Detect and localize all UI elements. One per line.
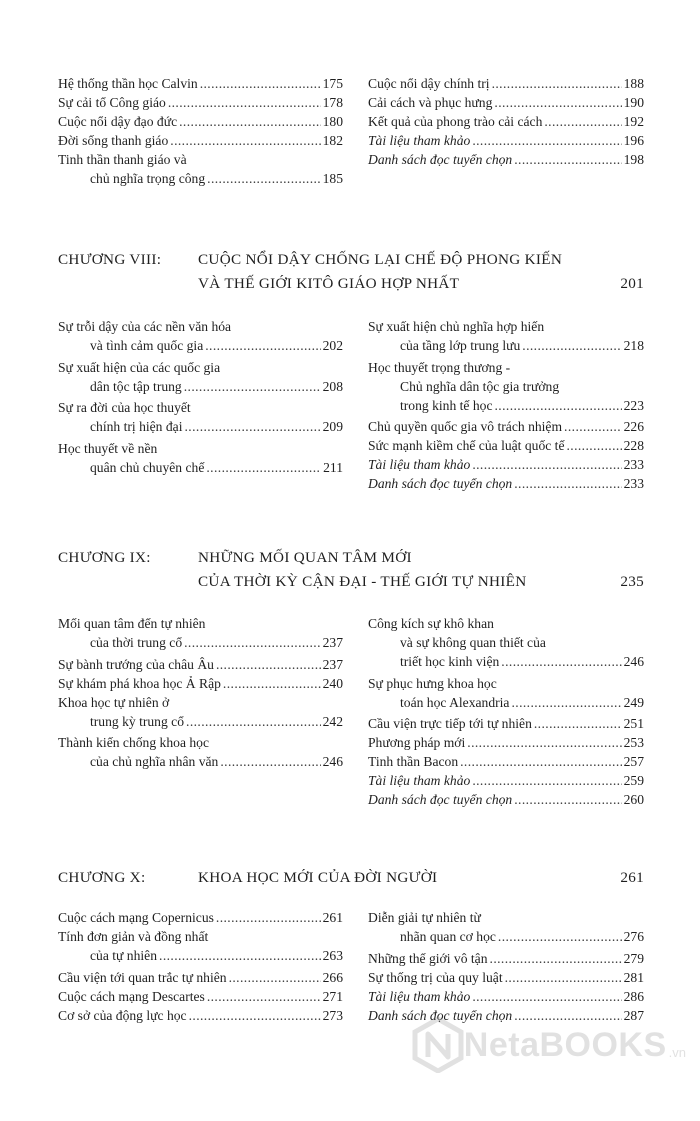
dot-leader bbox=[472, 455, 621, 474]
dot-leader bbox=[494, 93, 621, 112]
toc-entry-page: 276 bbox=[623, 929, 644, 944]
toc-entry-title: của chủ nghĩa nhân văn bbox=[90, 754, 219, 769]
toc-entry bbox=[58, 150, 343, 188]
toc-entry-title: Tài liệu tham khảo bbox=[368, 988, 471, 1004]
toc-entry-title: quân chủ chuyên chế bbox=[90, 459, 205, 475]
toc-entry-title: của tự nhiên bbox=[90, 948, 158, 963]
chapter-title bbox=[198, 866, 437, 890]
chapter-title-line: KHOA HỌC MỚI CỦA ĐỜI NGƯỜI bbox=[198, 869, 438, 886]
dot-leader bbox=[566, 436, 621, 455]
toc-entry-title: Cuộc cách mạng Copernicus bbox=[58, 910, 214, 925]
chapter-title-line: NHỮNG MỐI QUAN TÂM MỚI bbox=[198, 549, 412, 566]
toc-entry-title: Sự xuất hiện của các quốc gia bbox=[58, 359, 221, 375]
toc-entry-title: Thành kiến chống khoa học bbox=[58, 735, 209, 750]
toc-entry-title: Sự trỗi dậy của các nền văn hóa bbox=[58, 319, 232, 334]
watermark bbox=[412, 1017, 686, 1073]
chapter-label: CHƯƠNG VIII: bbox=[58, 251, 162, 268]
toc-entry-title: trong kinh tế học bbox=[400, 397, 493, 413]
toc-entry-line bbox=[58, 908, 343, 927]
toc-entry bbox=[58, 733, 343, 771]
dot-leader bbox=[207, 169, 320, 188]
toc-entry-line bbox=[368, 949, 644, 968]
chapter-heading-ix bbox=[58, 546, 644, 594]
toc-entry-title: và sự không quan thiết của bbox=[400, 635, 546, 650]
toc-entry-page: 198 bbox=[623, 152, 644, 167]
toc-entry-title: của thời trung cổ bbox=[90, 635, 183, 650]
toc-entry-page: 287 bbox=[623, 1007, 644, 1023]
toc-entry bbox=[58, 927, 343, 965]
toc-entry-title: Cuộc nổi dậy chính trị bbox=[368, 76, 490, 91]
toc-entry bbox=[368, 968, 644, 987]
toc-entry-title: Cầu viện tới quan trắc tự nhiên bbox=[58, 969, 227, 985]
toc-entry-line bbox=[368, 614, 644, 633]
toc-entry-title: và tình cảm quốc gia bbox=[90, 338, 204, 353]
toc-entry-title: Kết quả của phong trào cải cách bbox=[368, 114, 543, 129]
toc-entry bbox=[58, 693, 343, 731]
toc-entry-title: triết học kinh viện bbox=[400, 654, 500, 669]
dot-leader bbox=[460, 752, 621, 771]
dot-leader bbox=[498, 927, 622, 946]
toc-entry-title: Tài liệu tham khảo bbox=[368, 773, 471, 788]
toc-entry-line bbox=[58, 417, 343, 436]
toc-entry-line bbox=[58, 398, 343, 417]
toc-entry-line bbox=[368, 455, 644, 474]
toc-entry-page: 253 bbox=[623, 735, 644, 750]
dot-leader bbox=[522, 336, 621, 355]
toc-entry-page: 279 bbox=[623, 950, 644, 966]
toc-entry-line bbox=[368, 652, 644, 671]
toc-entry bbox=[368, 908, 644, 946]
toc-entry-line bbox=[368, 112, 644, 131]
toc-entry bbox=[58, 1006, 343, 1025]
toc-entry-page: 178 bbox=[322, 95, 343, 110]
chapter-page-number: 261 bbox=[620, 869, 644, 886]
toc-entry-title: Tinh thần Bacon bbox=[368, 754, 459, 769]
toc-entry-title: Danh sách đọc tuyển chọn bbox=[368, 152, 513, 167]
toc-entry-page: 228 bbox=[623, 438, 644, 453]
toc-entry-title: Danh sách đọc tuyển chọn bbox=[368, 1007, 513, 1023]
toc-entry-line bbox=[368, 987, 644, 1006]
toc-entry-line bbox=[368, 771, 644, 790]
dot-leader bbox=[544, 112, 621, 131]
toc-entry-line bbox=[368, 752, 644, 771]
dot-leader bbox=[534, 714, 622, 733]
dot-leader bbox=[564, 417, 622, 436]
toc-entry-line bbox=[58, 655, 343, 674]
toc-entry bbox=[58, 74, 343, 93]
dot-leader bbox=[159, 946, 321, 965]
toc-entry-page: 180 bbox=[322, 114, 343, 129]
toc-entry-title: chính trị hiện đại bbox=[90, 419, 183, 434]
dot-leader bbox=[511, 693, 621, 712]
toc-column-right bbox=[368, 317, 644, 493]
toc-entry-title: Sự ra đời của học thuyết bbox=[58, 400, 191, 415]
toc-entry-page: 209 bbox=[322, 419, 343, 434]
toc-entry-title: toán học Alexandria bbox=[400, 694, 510, 710]
toc-entry bbox=[368, 987, 644, 1006]
toc-entry-title: trung kỳ trung cổ bbox=[90, 713, 185, 729]
watermark-suffix: .vn bbox=[668, 1044, 686, 1060]
toc-entry-page: 257 bbox=[623, 754, 644, 769]
dot-leader bbox=[200, 74, 321, 93]
toc-entry-line bbox=[58, 169, 343, 188]
toc-column-left bbox=[58, 317, 343, 493]
toc-entry-title: Sự phục hưng khoa học bbox=[368, 675, 497, 691]
toc-entry-title: Khoa học tự nhiên ở bbox=[58, 694, 170, 710]
chapter-title-line: CỦA THỜI KỲ CẬN ĐẠI - THẾ GIỚI TỰ NHIÊN bbox=[198, 573, 527, 590]
toc-entry bbox=[368, 317, 644, 355]
toc-entry-title: Học thuyết trọng thương - bbox=[368, 359, 511, 375]
toc-entry bbox=[58, 439, 343, 477]
dot-leader bbox=[514, 474, 621, 493]
dot-leader bbox=[207, 987, 321, 1006]
toc-entry-line bbox=[368, 336, 644, 355]
toc-entry-page: 259 bbox=[623, 773, 644, 788]
toc-entry bbox=[58, 614, 343, 652]
toc-entry bbox=[368, 131, 644, 150]
dot-leader bbox=[205, 336, 320, 355]
toc-entry bbox=[58, 987, 343, 1006]
toc-entry-title: Mối quan tâm đến tự nhiên bbox=[58, 616, 206, 631]
toc-entry-line bbox=[58, 317, 343, 336]
dot-leader bbox=[179, 112, 320, 131]
toc-entry-line bbox=[58, 633, 343, 652]
toc-entry-page: 211 bbox=[323, 459, 343, 475]
toc-entry-line bbox=[58, 987, 343, 1006]
dot-leader bbox=[505, 968, 622, 987]
toc-entry-title: Cuộc nổi dậy đạo đức bbox=[58, 114, 178, 129]
toc-entry bbox=[58, 968, 343, 987]
toc-entry-line bbox=[58, 377, 343, 396]
toc-entry-title: Cơ sở của động lực học bbox=[58, 1007, 187, 1023]
toc-entry-title: Sự xuất hiện chủ nghĩa hợp hiến bbox=[368, 319, 545, 334]
dot-leader bbox=[220, 752, 320, 771]
toc-entry-page: 190 bbox=[623, 95, 644, 110]
toc-entry bbox=[58, 317, 343, 355]
toc-section-chapter-viii bbox=[58, 317, 644, 493]
toc-entry-page: 240 bbox=[322, 675, 343, 691]
toc-entry-page: 263 bbox=[322, 948, 343, 963]
toc-entry-page: 223 bbox=[623, 397, 644, 413]
toc-entry-page: 286 bbox=[623, 988, 644, 1004]
toc-entry-line bbox=[58, 74, 343, 93]
toc-entry-title: Sự cải tổ Công giáo bbox=[58, 95, 166, 110]
toc-entry-title: Những thế giới vô tận bbox=[368, 950, 488, 966]
toc-entry-page: 260 bbox=[623, 792, 644, 807]
toc-entry-line bbox=[368, 417, 644, 436]
dot-leader bbox=[514, 150, 621, 169]
toc-entry-line bbox=[58, 336, 343, 355]
toc-entry-title: Diễn giải tự nhiên từ bbox=[368, 910, 481, 925]
dot-leader bbox=[490, 949, 622, 968]
dot-leader bbox=[467, 733, 621, 752]
toc-entry-line bbox=[368, 74, 644, 93]
toc-entry bbox=[368, 436, 644, 455]
toc-entry-page: 182 bbox=[322, 133, 343, 148]
toc-entry-page: 202 bbox=[322, 338, 343, 353]
toc-entry-line bbox=[58, 1006, 343, 1025]
toc-entry bbox=[58, 112, 343, 131]
toc-entry-line bbox=[368, 131, 644, 150]
toc-entry-title: chủ nghĩa trọng công bbox=[90, 171, 206, 186]
dot-leader bbox=[501, 652, 621, 671]
toc-entry-title: Danh sách đọc tuyển chọn bbox=[368, 476, 513, 491]
toc-entry-line bbox=[368, 908, 644, 927]
toc-entry-line bbox=[58, 674, 343, 693]
dot-leader bbox=[514, 790, 621, 809]
dot-leader bbox=[492, 74, 622, 93]
dot-leader bbox=[495, 396, 622, 415]
toc-entry-line bbox=[368, 633, 644, 652]
toc-entry-page: 185 bbox=[322, 171, 343, 186]
toc-entry-page: 237 bbox=[322, 635, 343, 650]
toc-entry bbox=[368, 474, 644, 493]
toc-entry-line bbox=[368, 714, 644, 733]
toc-entry-line bbox=[58, 614, 343, 633]
dot-leader bbox=[189, 1006, 321, 1025]
toc-entry bbox=[368, 358, 644, 415]
chapter-page-number: 201 bbox=[620, 275, 644, 292]
toc-entry bbox=[58, 93, 343, 112]
toc-entry-line bbox=[58, 439, 343, 458]
toc-entry-line bbox=[58, 458, 343, 477]
toc-entry-title: Sự bành trướng của châu Âu bbox=[58, 656, 214, 672]
toc-entry-line bbox=[58, 927, 343, 946]
dot-leader bbox=[229, 968, 321, 987]
toc-entry bbox=[58, 655, 343, 674]
toc-entry-line bbox=[368, 968, 644, 987]
toc-entry-title: Cải cách và phục hưng bbox=[368, 95, 493, 110]
toc-section-chapter-x bbox=[58, 908, 644, 1025]
toc-entry-line bbox=[368, 927, 644, 946]
toc-entry bbox=[58, 398, 343, 436]
toc-entry-title: Sự thống trị của quy luật bbox=[368, 969, 503, 985]
watermark-brand: NetaBOOKS bbox=[463, 1025, 667, 1064]
toc-entry-line bbox=[368, 474, 644, 493]
toc-column-left bbox=[58, 74, 343, 191]
toc-entry-line bbox=[58, 150, 343, 169]
toc-entry-page: 249 bbox=[623, 694, 644, 710]
toc-entry bbox=[368, 455, 644, 474]
toc-entry bbox=[368, 417, 644, 436]
toc-entry-title: Phương pháp mới bbox=[368, 735, 466, 750]
toc-section-continued bbox=[58, 74, 644, 191]
chapter-label: CHƯƠNG X: bbox=[58, 869, 146, 886]
toc-entry-title: Tài liệu tham khảo bbox=[368, 133, 471, 148]
toc-entry-page: 208 bbox=[322, 378, 343, 394]
toc-entry-line bbox=[58, 693, 343, 712]
toc-entry bbox=[58, 358, 343, 396]
toc-section-chapter-ix bbox=[58, 614, 644, 809]
toc-entry-line bbox=[58, 752, 343, 771]
chapter-heading-viii bbox=[58, 248, 644, 296]
toc-entry-page: 261 bbox=[322, 910, 343, 925]
toc-entry-line bbox=[58, 968, 343, 987]
toc-entry bbox=[368, 714, 644, 733]
toc-entry-page: 233 bbox=[623, 476, 644, 491]
toc-entry bbox=[368, 790, 644, 809]
toc-entry bbox=[368, 771, 644, 790]
toc-entry-page: 246 bbox=[623, 654, 644, 669]
toc-entry bbox=[368, 752, 644, 771]
toc-entry bbox=[368, 949, 644, 968]
toc-column-right bbox=[368, 74, 644, 191]
toc-entry-page: 266 bbox=[322, 969, 343, 985]
chapter-page-number: 235 bbox=[620, 573, 644, 590]
toc-entry-page: 218 bbox=[623, 338, 644, 353]
toc-entry-page: 237 bbox=[322, 656, 343, 672]
netabooks-logo-icon bbox=[412, 1017, 464, 1073]
dot-leader bbox=[472, 987, 621, 1006]
dot-leader bbox=[168, 93, 321, 112]
toc-entry-line bbox=[58, 93, 343, 112]
toc-entry-page: 233 bbox=[623, 457, 644, 472]
toc-entry-line bbox=[58, 131, 343, 150]
toc-entry-line bbox=[368, 733, 644, 752]
toc-entry-line bbox=[368, 93, 644, 112]
toc-entry-title: Hệ thống thần học Calvin bbox=[58, 76, 198, 91]
dot-leader bbox=[184, 377, 321, 396]
toc-entry bbox=[58, 131, 343, 150]
toc-entry bbox=[368, 112, 644, 131]
toc-entry-page: 242 bbox=[322, 713, 343, 729]
toc-entry bbox=[58, 674, 343, 693]
toc-entry bbox=[368, 674, 644, 712]
toc-entry-page: 271 bbox=[322, 988, 343, 1004]
toc-entry-page: 188 bbox=[623, 76, 644, 91]
toc-entry-page: 226 bbox=[623, 419, 644, 434]
toc-entry-page: 192 bbox=[623, 114, 644, 129]
toc-entry-line bbox=[58, 358, 343, 377]
toc-column-right bbox=[368, 614, 644, 809]
toc-entry-line bbox=[368, 317, 644, 336]
toc-entry-page: 281 bbox=[623, 969, 644, 985]
dot-leader bbox=[472, 131, 621, 150]
chapter-heading-x bbox=[58, 866, 644, 890]
chapter-title bbox=[198, 248, 562, 296]
toc-entry-line bbox=[58, 712, 343, 731]
toc-entry bbox=[368, 150, 644, 169]
toc-entry-title: Danh sách đọc tuyển chọn bbox=[368, 792, 513, 807]
toc-entry-line bbox=[368, 150, 644, 169]
toc-entry-line bbox=[368, 436, 644, 455]
toc-entry-title: Đời sống thanh giáo bbox=[58, 133, 169, 148]
toc-entry bbox=[368, 614, 644, 671]
toc-entry-line bbox=[368, 377, 644, 396]
toc-entry-title: Sự khám phá khoa học Ả Rập bbox=[58, 675, 221, 691]
toc-entry-title: Chủ nghĩa dân tộc gia trưởng bbox=[400, 378, 560, 394]
dot-leader bbox=[472, 771, 621, 790]
toc-entry-title: Sức mạnh kiềm chế của luật quốc tế bbox=[368, 438, 565, 453]
toc-entry-line bbox=[368, 674, 644, 693]
toc-entry-line bbox=[58, 946, 343, 965]
dot-leader bbox=[216, 655, 321, 674]
toc-entry-title: Học thuyết về nền bbox=[58, 440, 158, 456]
toc-entry-line bbox=[58, 733, 343, 752]
toc-entry-title: nhãn quan cơ học bbox=[400, 929, 496, 944]
toc-entry-page: 175 bbox=[322, 76, 343, 91]
toc-entry-line bbox=[58, 112, 343, 131]
toc-entry-title: Cuộc cách mạng Descartes bbox=[58, 988, 205, 1004]
toc-entry-line bbox=[368, 396, 644, 415]
dot-leader bbox=[206, 458, 321, 477]
toc-entry-title: của tầng lớp trung lưu bbox=[400, 338, 521, 353]
toc-entry bbox=[368, 74, 644, 93]
toc-entry bbox=[368, 733, 644, 752]
dot-leader bbox=[184, 633, 320, 652]
toc-column-right bbox=[368, 908, 644, 1025]
dot-leader bbox=[170, 131, 320, 150]
dot-leader bbox=[186, 712, 321, 731]
toc-entry-title: Công kích sự khô khan bbox=[368, 616, 494, 631]
chapter-title-line: CUỘC NỔI DẬY CHỐNG LẠI CHẾ ĐỘ PHONG KIẾN bbox=[198, 251, 563, 268]
toc-entry-title: Tài liệu tham khảo bbox=[368, 457, 471, 472]
toc-entry bbox=[368, 93, 644, 112]
dot-leader bbox=[223, 674, 321, 693]
toc-entry-title: dân tộc tập trung bbox=[90, 378, 182, 394]
chapter-title bbox=[198, 546, 526, 594]
toc-column-left bbox=[58, 908, 343, 1025]
dot-leader bbox=[216, 908, 321, 927]
toc-column-left bbox=[58, 614, 343, 809]
toc-entry-page: 251 bbox=[623, 716, 644, 731]
dot-leader bbox=[185, 417, 321, 436]
chapter-label: CHƯƠNG IX: bbox=[58, 549, 151, 566]
toc-entry-line bbox=[368, 790, 644, 809]
toc-entry-line bbox=[368, 693, 644, 712]
toc-entry-title: Cầu viện trực tiếp tới tự nhiên bbox=[368, 716, 532, 731]
toc-entry-title: Tinh thần thanh giáo và bbox=[58, 152, 187, 167]
toc-entry-line bbox=[368, 358, 644, 377]
toc-entry-title: Chủ quyền quốc gia vô trách nhiệm bbox=[368, 419, 563, 434]
toc-entry bbox=[58, 908, 343, 927]
toc-entry-page: 273 bbox=[322, 1007, 343, 1023]
toc-entry-page: 246 bbox=[322, 754, 343, 769]
toc-entry-page: 196 bbox=[623, 133, 644, 148]
toc-entry-title: Tính đơn giản và đồng nhất bbox=[58, 929, 209, 944]
chapter-title-line: VÀ THẾ GIỚI KITÔ GIÁO HỢP NHẤT bbox=[198, 275, 460, 292]
